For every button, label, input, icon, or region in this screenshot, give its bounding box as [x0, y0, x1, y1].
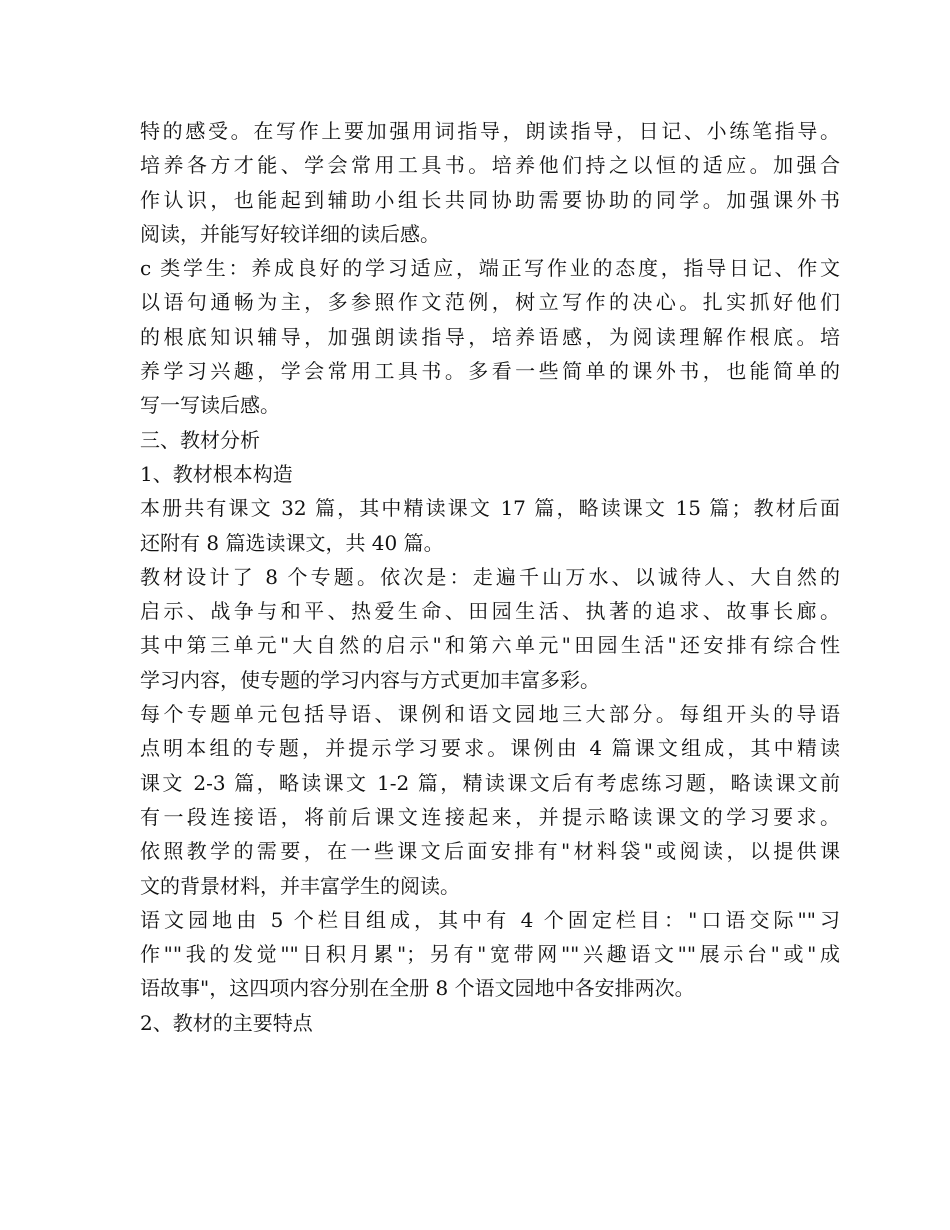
text-line: 以语句通畅为主，多参照作文范例，树立写作的决心。扎实抓好他们 — [140, 290, 840, 315]
text-line: 每个专题单元包括导语、课例和语文园地三大部分。每组开头的导语 — [140, 702, 840, 727]
text-line: 点明本组的专题，并提示学习要求。课例由 4 篇课文组成，其中精读 — [140, 736, 840, 761]
text-line: c 类学生：养成良好的学习适应，端正写作业的态度，指导日记、作文 — [140, 256, 840, 281]
text-line: 学习内容，使专题的学习内容与方式更加丰富多彩。 — [140, 667, 600, 692]
text-line: 作""我的发觉""日积月累"；另有"宽带网""兴趣语文""展示台"或"成 — [140, 942, 840, 967]
text-line: 阅读，并能写好较详细的读后感。 — [140, 221, 440, 246]
text-line: 有一段连接语，将前后课文连接起来，并提示略读课文的学习要求。 — [140, 804, 840, 829]
text-line: 还附有 8 篇选读课文，共 40 篇。 — [140, 530, 444, 555]
text-line: 文的背景材料，并丰富学生的阅读。 — [140, 873, 460, 898]
text-line: 语文园地由 5 个栏目组成，其中有 4 个固定栏目："口语交际""习 — [140, 907, 840, 932]
text-line: 其中第三单元"大自然的启示"和第六单元"田园生活"还安排有综合性 — [140, 633, 840, 658]
document-page — [140, 114, 840, 1040]
text-line: 特的感受。在写作上要加强用词指导，朗读指导，日记、小练笔指导。 — [140, 119, 840, 143]
text-line: 本册共有课文 32 篇，其中精读课文 17 篇，略读课文 15 篇；教材后面 — [140, 496, 840, 521]
subsection-heading: 1、教材根本构造 — [140, 461, 293, 486]
text-line: 启示、战争与和平、热爱生命、田园生活、执著的追求、故事长廊。 — [140, 599, 840, 624]
text-line: 语故事"，这四项内容分别在全册 8 个语文园地中各安排两次。 — [140, 976, 695, 1001]
text-line: 的根底知识辅导，加强朗读指导，培养语感，为阅读理解作根底。培 — [140, 324, 840, 349]
text-line: 依照教学的需要，在一些课文后面安排有"材料袋"或阅读，以提供课 — [140, 839, 840, 864]
section-heading: 三、教材分析 — [140, 427, 260, 452]
text-line: 作认识，也能起到辅助小组长共同协助需要协助的同学。加强课外书 — [140, 187, 840, 212]
text-line: 教材设计了 8 个专题。依次是：走遍千山万水、以诚待人、大自然的 — [140, 564, 840, 589]
text-line: 课文 2-3 篇，略读课文 1-2 篇，精读课文后有考虑练习题，略读课文前 — [140, 770, 840, 795]
text-line: 养学习兴趣，学会常用工具书。多看一些简单的课外书，也能简单的 — [140, 359, 840, 384]
text-line: 写一写读后感。 — [140, 393, 280, 418]
text-line: 培养各方才能、学会常用工具书。培养他们持之以恒的适应。加强合 — [140, 153, 840, 178]
subsection-heading: 2、教材的主要特点 — [140, 1010, 313, 1035]
